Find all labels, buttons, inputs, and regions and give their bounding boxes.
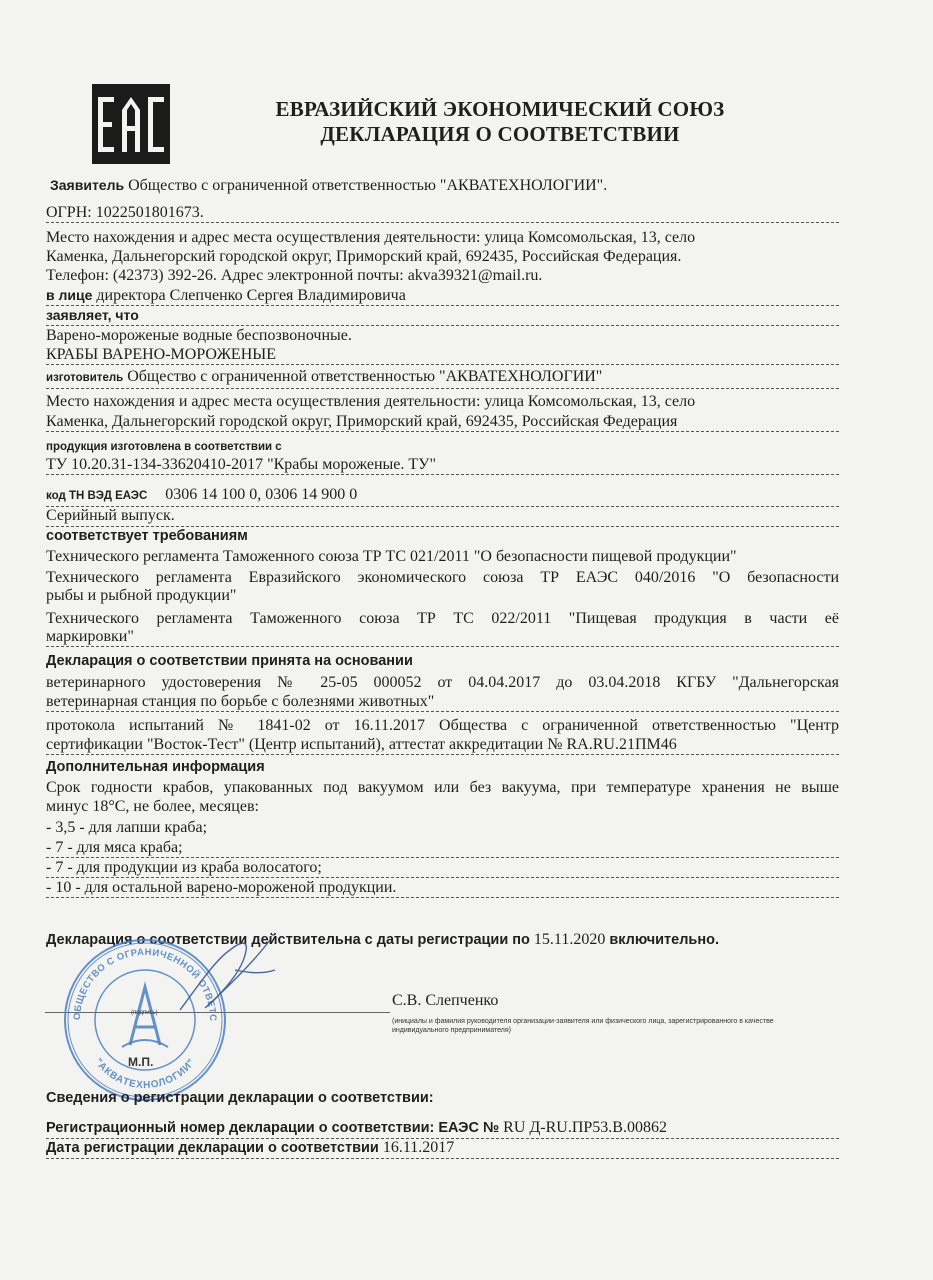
basis-2b: сертификации "Восток-Тест" (Центр испытаний), аттестат аккредитации № RA.RU.21ПМ46 — [46, 735, 839, 755]
manufacturer-address-2: Каменка, Дальнегорский городской округ, Приморский край, 692435, Российская Федерация — [46, 412, 839, 432]
additional-line-1: Срок годности крабов, упакованных под вакуумом или без вакуума, при температуре хранения не выше — [46, 779, 839, 796]
product-line-2: КРАБЫ ВАРЕНО-МОРОЖЕНЫЕ — [46, 345, 839, 365]
requirement-2a: Технического регламента Евразийского экономического союза ТР ЕАЭС 040/2016 "О безопасности — [46, 569, 839, 586]
basis-2a: протокола испытаний № 1841-02 от 16.11.2017 Общества с ограниченной ответственностью "Центр — [46, 717, 839, 734]
shelf-life-item: - 10 - для остальной варено-мороженой продукции. — [46, 878, 839, 898]
validity-date: 15.11.2020 — [533, 931, 606, 948]
manufacturer-address-1: Место нахождения и адрес места осуществления деятельности: улица Комсомольская, 13, село — [46, 393, 696, 410]
applicant-name: Общество с ограниченной ответственностью "АКВАТЕХНОЛОГИИ". — [128, 177, 608, 194]
basis-label: Декларация о соответствии принята на основании — [46, 653, 413, 669]
tnved-row — [46, 485, 839, 507]
eac-logo — [92, 84, 170, 164]
produced-standard: ТУ 10.20.31-134-33620410-2017 "Крабы мороженые. ТУ" — [46, 455, 839, 475]
tnved-codes: 0306 14 100 0, 0306 14 900 0 — [165, 486, 358, 503]
applicant-address-2: Каменка, Дальнегорский городской округ, Приморский край, 692435, Российская Федерация. — [46, 248, 682, 265]
registration-number-row — [46, 1118, 839, 1139]
registration-date-label: Дата регистрации декларации о соответствии — [46, 1140, 379, 1156]
requirements-label: соответствует требованиям — [46, 526, 839, 546]
handwritten-signature — [175, 930, 285, 1020]
manufacturer-label: изготовитель — [46, 372, 124, 384]
shelf-life-item: - 7 - для мяса краба; — [46, 838, 839, 858]
declares-label: заявляет, что — [46, 306, 839, 326]
manufacturer-row — [46, 367, 839, 389]
additional-label: Дополнительная информация — [46, 759, 265, 775]
registration-number-label: Регистрационный номер декларации о соответствии: ЕАЭС № — [46, 1120, 500, 1136]
product-line-1: Варено-мороженые водные беспозвоночные. — [46, 327, 352, 344]
basis-1a: ветеринарного удостоверения № 25-05 000052 от 04.04.2017 до 03.04.2018 КГБУ "Дальнегорская — [46, 674, 839, 691]
represented-row — [46, 286, 839, 306]
applicant-address-1: Место нахождения и адрес места осуществления деятельности: улица Комсомольская, 13, село — [46, 229, 696, 246]
basis-1b: ветеринарная станция по борьбе с болезнями животных" — [46, 692, 839, 712]
applicant-label: Заявитель — [50, 177, 125, 193]
requirement-1: Технического регламента Таможенного союза ТР ТС 021/2011 "О безопасности пищевой продукции" — [46, 548, 737, 565]
registration-number: RU Д-RU.ПР53.В.00862 — [503, 1119, 667, 1136]
serial-release: Серийный выпуск. — [46, 507, 175, 524]
stamp-mp: М.П. — [128, 1055, 154, 1069]
signature-caption-left: (подпись) — [131, 1010, 158, 1016]
signatory-caption: (инициалы и фамилия руководителя организации-заявителя или физического лица, зарегистрированного в качестве — [392, 1018, 774, 1025]
shelf-life-item: - 7 - для продукции из краба волосатого; — [46, 858, 839, 878]
produced-label: продукция изготовлена в соответствии с — [46, 441, 282, 453]
validity-suffix: включительно. — [609, 932, 719, 948]
represented-label: в лице — [46, 287, 93, 303]
registration-title: Сведения о регистрации декларации о соответствии: — [46, 1090, 434, 1106]
shelf-life-item: - 3,5 - для лапши краба; — [46, 819, 208, 836]
signatory-caption-2: индивидуального предпринимателя) — [392, 1027, 511, 1034]
requirement-2b: рыбы и рыбной продукции" — [46, 587, 237, 604]
additional-line-2: минус 18°С, не более, месяцев: — [46, 798, 259, 815]
signatory-name: С.В. Слепченко — [392, 992, 499, 1009]
requirement-3a: Технического регламента Таможенного союза ТР ТС 022/2011 "Пищевая продукция в части её — [46, 610, 839, 627]
tnved-label: код ТН ВЭД ЕАЭС — [46, 490, 148, 502]
applicant-ogrn: ОГРН: 1022501801673. — [46, 203, 839, 223]
validity-label: Декларация о соответствии действительна с даты регистрации по — [46, 932, 530, 948]
represented-value: директора Слепченко Сергея Владимировича — [96, 287, 406, 304]
eac-logo-mark — [92, 84, 170, 164]
registration-date: 16.11.2017 — [382, 1139, 455, 1156]
header-declaration: ДЕКЛАРАЦИЯ О СООТВЕТСТВИИ — [320, 122, 680, 146]
manufacturer-name: Общество с ограниченной ответственностью "АКВАТЕХНОЛОГИИ" — [127, 368, 603, 385]
registration-date-row — [46, 1138, 839, 1159]
header-union: ЕВРАЗИЙСКИЙ ЭКОНОМИЧЕСКИЙ СОЮЗ — [275, 97, 725, 121]
applicant-contacts: Телефон: (42373) 392-26. Адрес электронной почты: akva39321@mail.ru. — [46, 267, 543, 284]
requirement-3b: маркировки" — [46, 627, 839, 647]
stamp-bottom-text: "АКВАТЕХНОЛОГИИ" — [92, 1056, 198, 1092]
stamp-ring-text: ОБЩЕСТВО С ОГРАНИЧЕННОЙ ОТВЕТС — [71, 946, 219, 1022]
applicant-row — [50, 176, 843, 195]
